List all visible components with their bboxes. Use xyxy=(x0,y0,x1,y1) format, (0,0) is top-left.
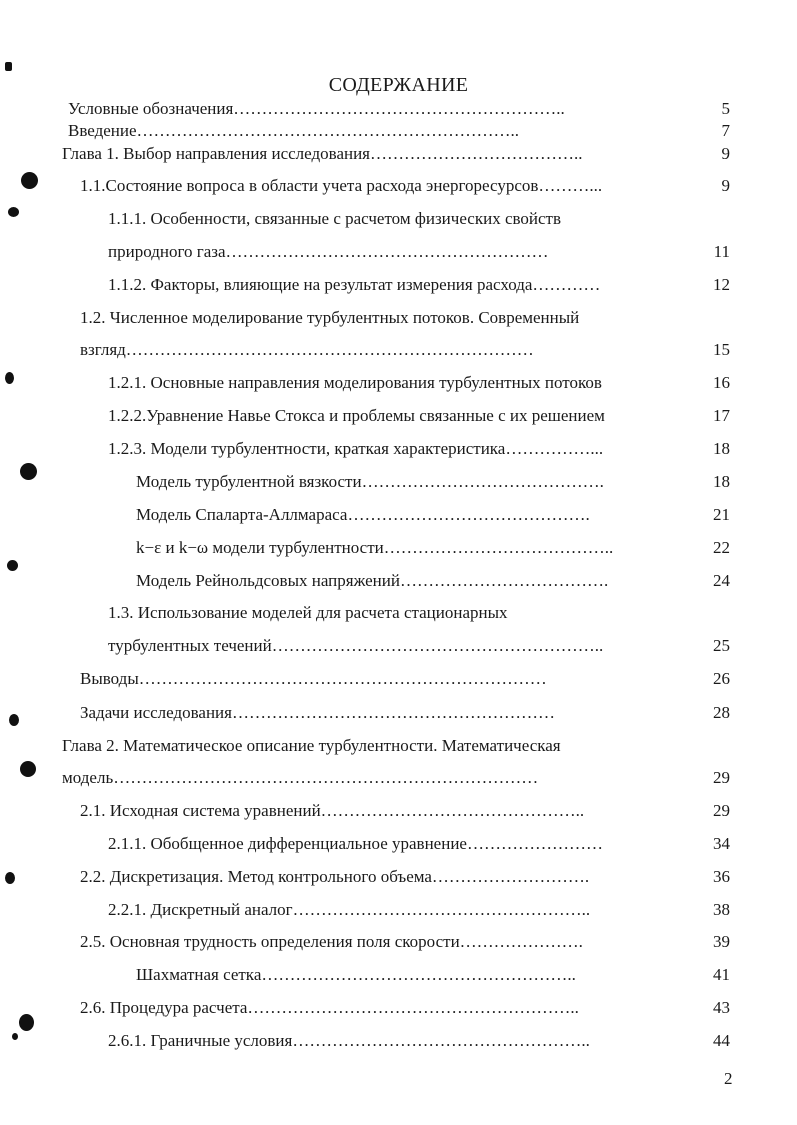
toc-page-number: 12 xyxy=(713,275,730,294)
toc-entry: 2.6.1. Граничные условия…………………………………………….. xyxy=(108,1031,590,1050)
toc-page-number: 18 xyxy=(713,439,730,458)
toc-entry: 1.1.Состояние вопроса в области учета расхода энергоресурсов………... xyxy=(80,176,603,195)
toc-entry: 1.2.1. Основные направления моделирования турбулентных потоков xyxy=(108,373,602,392)
toc-entry: природного газа………………………………………………… xyxy=(108,242,549,261)
toc-page-number: 44 xyxy=(713,1031,730,1050)
toc-entry: Задачи исследования………………………………………………… xyxy=(80,703,555,722)
toc-page-number: 29 xyxy=(713,801,730,820)
toc-entry: 2.1. Исходная система уравнений……………………………………….. xyxy=(80,801,585,820)
toc-entry: Глава 1. Выбор направления исследования……………………………….. xyxy=(62,144,583,163)
toc-page-number: 16 xyxy=(713,373,730,392)
punch-hole xyxy=(8,207,19,217)
toc-entry: турбулентных течений………………………………………………….. xyxy=(108,636,604,655)
toc-entry: 1.1.1. Особенности, связанные с расчетом физических свойств xyxy=(108,209,562,228)
punch-hole xyxy=(20,761,36,777)
toc-page-number: 17 xyxy=(713,406,730,425)
toc-page-number: 29 xyxy=(713,768,730,787)
toc-entry: 2.5. Основная трудность определения поля скорости…………………. xyxy=(80,932,583,951)
toc-entry: 2.2. Дискретизация. Метод контрольного объема………………………. xyxy=(80,867,590,886)
toc-entry: Введение………………………………………………………….. xyxy=(68,121,520,140)
toc-entry: Модель Рейнольдсовых напряжений………………………………. xyxy=(136,571,609,590)
toc-entry: Модель Спаларта-Аллмараса……………………………………. xyxy=(136,505,590,524)
punch-hole xyxy=(20,463,37,480)
toc-entry: Условные обозначения………………………………………………….. xyxy=(68,99,565,118)
toc-page-number: 28 xyxy=(713,703,730,722)
toc-entry: 2.6. Процедура расчета………………………………………………….. xyxy=(80,998,579,1017)
toc-page-number: 22 xyxy=(713,538,730,557)
toc-entry-turbulence-models: k−ε и k−ω модели турбулентности………………………………….. xyxy=(136,538,614,557)
toc-page-number: 39 xyxy=(713,932,730,951)
toc-entry: 1.2.2.Уравнение Навье Стокса и проблемы связанные с их решением xyxy=(108,406,605,425)
toc-entry: взгляд……………………………………………………………… xyxy=(80,340,534,359)
punch-hole xyxy=(5,372,14,384)
toc-title: СОДЕРЖАНИЕ xyxy=(328,74,469,96)
toc-entry: 1.3. Использование моделей для расчета стационарных xyxy=(108,603,508,622)
toc-entry: 2.2.1. Дискретный аналог…………………………………………….. xyxy=(108,900,591,919)
punch-hole xyxy=(21,172,38,189)
toc-page-number: 36 xyxy=(713,867,730,886)
punch-hole xyxy=(7,560,18,571)
toc-page-number: 11 xyxy=(713,242,730,261)
toc-entry: Глава 2. Математическое описание турбулентности. Математическая xyxy=(62,736,561,755)
toc-entry: 1.1.2. Факторы, влияющие на результат измерения расхода………… xyxy=(108,275,601,294)
punch-hole xyxy=(5,62,12,71)
toc-page-number: 34 xyxy=(713,834,730,853)
toc-entry: 2.1.1. Обобщенное дифференциальное уравнение…………………… xyxy=(108,834,603,853)
toc-page-number: 41 xyxy=(713,965,730,984)
toc-page-number: 43 xyxy=(713,998,730,1017)
toc-page-number: 9 xyxy=(721,176,730,195)
toc-page-number: 38 xyxy=(713,900,730,919)
toc-entry: 1.2. Численное моделирование турбулентных потоков. Современный xyxy=(80,308,580,327)
toc-page-number: 7 xyxy=(721,121,730,140)
punch-hole xyxy=(19,1014,34,1031)
punch-hole xyxy=(12,1033,18,1040)
toc-page-number: 26 xyxy=(713,669,730,688)
toc-entry: Модель турбулентной вязкости……………………………………. xyxy=(136,472,604,491)
toc-entry: Выводы……………………………………………………………… xyxy=(80,669,547,688)
toc-entry: 1.2.3. Модели турбулентности, краткая характеристика……………... xyxy=(108,439,604,458)
page-number: 2 xyxy=(724,1069,733,1088)
toc-page-number: 18 xyxy=(713,472,730,491)
punch-hole xyxy=(5,872,15,884)
toc-page-number: 21 xyxy=(713,505,730,524)
toc-page-number: 5 xyxy=(721,99,730,118)
toc-page-number: 25 xyxy=(713,636,730,655)
toc-page-number: 9 xyxy=(721,144,730,163)
toc-entry: Шахматная сетка……………………………………………….. xyxy=(136,965,576,984)
toc-page-number: 24 xyxy=(713,571,730,590)
toc-page-number: 15 xyxy=(713,340,730,359)
punch-hole xyxy=(9,714,19,726)
toc-entry: модель………………………………………………………………… xyxy=(62,768,539,787)
